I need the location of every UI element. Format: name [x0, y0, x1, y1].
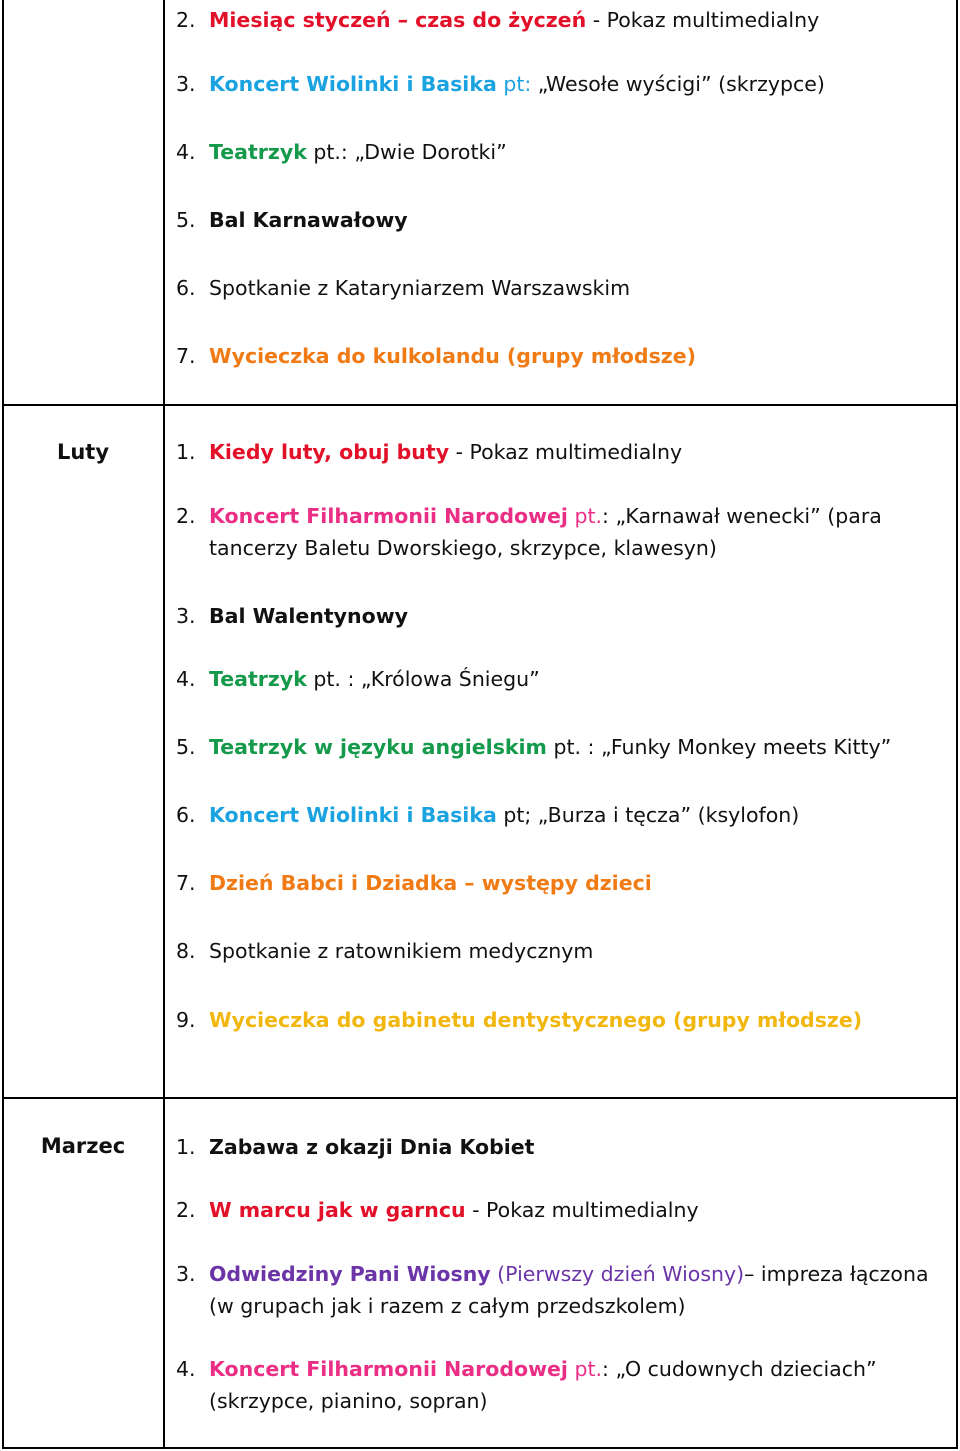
- table-border-right: [956, 0, 958, 1449]
- item-text: pt:: [496, 72, 538, 96]
- item-line: [176, 867, 936, 899]
- list-item: [176, 867, 936, 899]
- list-item: [176, 500, 936, 564]
- item-number: 1.: [176, 1135, 196, 1159]
- list-item: [176, 799, 936, 831]
- table-border-bottom: [2, 1447, 958, 1449]
- item-number: 5.: [176, 735, 196, 759]
- table-border-left: [2, 0, 4, 1449]
- list-item: [176, 731, 936, 763]
- list-item: [176, 1131, 936, 1163]
- item-text: pt. : „Królowa Śniegu”: [306, 667, 540, 691]
- list-item: [176, 1004, 936, 1036]
- item-number: 2.: [176, 1198, 196, 1222]
- item-text: Miesiąc styczeń – czas do życzeń: [209, 8, 587, 32]
- item-number: 9.: [176, 1008, 196, 1032]
- item-line: [176, 500, 936, 532]
- item-text: Zabawa z okazji Dnia Kobiet: [209, 1135, 535, 1159]
- item-text: Bal Walentynowy: [209, 604, 409, 628]
- item-line: [176, 136, 936, 168]
- item-line: [176, 799, 936, 831]
- list-item: [176, 935, 936, 967]
- list-item: [176, 436, 936, 468]
- item-text: Odwiedziny Pani Wiosny: [209, 1262, 491, 1286]
- list-item: [176, 340, 936, 372]
- item-text: Teatrzyk: [209, 140, 307, 164]
- item-line: [176, 1004, 936, 1036]
- item-text: pt.: [567, 504, 603, 528]
- item-number: 4.: [176, 667, 196, 691]
- item-number: 7.: [176, 344, 196, 368]
- list-item: [176, 4, 936, 36]
- item-continuation: (w grupach jak i razem z całym przedszkolem): [209, 1294, 686, 1318]
- item-text: Bal Karnawałowy: [209, 208, 408, 232]
- list-item: [176, 136, 936, 168]
- row-divider-1: [2, 404, 958, 406]
- item-line: [176, 4, 936, 36]
- item-line: [176, 663, 936, 695]
- list-item: [176, 663, 936, 695]
- item-text: - Pokaz multimedialny: [465, 1198, 699, 1222]
- item-number: 1.: [176, 440, 196, 464]
- item-number: 3.: [176, 72, 196, 96]
- month-label: Luty: [56, 440, 110, 464]
- item-text: Koncert Wiolinki i Basika: [209, 72, 497, 96]
- item-number: 2.: [176, 8, 196, 32]
- item-text: Teatrzyk w języku angielskim: [209, 735, 547, 759]
- item-text: Koncert Filharmonii Narodowej: [209, 504, 568, 528]
- item-text: Koncert Filharmonii Narodowej: [209, 1357, 568, 1381]
- item-text: (Pierwszy dzień Wiosny): [490, 1262, 745, 1286]
- item-line: [176, 731, 936, 763]
- item-text: Kiedy luty, obuj buty: [209, 440, 450, 464]
- item-number: 2.: [176, 504, 196, 528]
- item-line: [176, 600, 936, 632]
- item-number: 5.: [176, 208, 196, 232]
- item-text: Teatrzyk: [209, 667, 307, 691]
- item-line: [176, 436, 936, 468]
- item-text: : „O cudownych dzieciach”: [602, 1357, 877, 1381]
- item-text: Wycieczka do gabinetu dentystycznego (grupy młodsze): [209, 1008, 863, 1032]
- item-line: [176, 272, 936, 304]
- item-line: [176, 935, 936, 967]
- list-item: [176, 1194, 936, 1226]
- month-label: Marzec: [40, 1134, 126, 1158]
- item-number: 6.: [176, 803, 196, 827]
- item-number: 4.: [176, 140, 196, 164]
- item-text: – impreza łączona: [744, 1262, 929, 1286]
- item-text: Spotkanie z Kataryniarzem Warszawskim: [209, 276, 631, 300]
- item-line: [176, 1353, 936, 1385]
- list-item: [176, 68, 936, 100]
- item-line: [176, 204, 936, 236]
- item-text: : „Karnawał wenecki” (para: [602, 504, 882, 528]
- item-text: Wycieczka do kulkolandu (grupy młodsze): [209, 344, 696, 368]
- item-line: [176, 1131, 936, 1163]
- list-item: [176, 600, 936, 632]
- item-text: pt.: „Dwie Dorotki”: [306, 140, 507, 164]
- item-number: 3.: [176, 604, 196, 628]
- list-item: [176, 1353, 936, 1417]
- item-text: Dzień Babci i Dziadka – występy dzieci: [209, 871, 652, 895]
- row-divider-2: [2, 1097, 958, 1099]
- item-text: pt; „Burza i tęcza” (ksylofon): [496, 803, 800, 827]
- list-item: [176, 272, 936, 304]
- item-number: 6.: [176, 276, 196, 300]
- list-item: [176, 1258, 936, 1322]
- item-number: 4.: [176, 1357, 196, 1381]
- item-text: pt. : „Funky Monkey meets Kitty”: [546, 735, 892, 759]
- item-line: [176, 340, 936, 372]
- item-number: 3.: [176, 1262, 196, 1286]
- item-continuation: tancerzy Baletu Dworskiego, skrzypce, klawesyn): [209, 536, 717, 560]
- item-text: Koncert Wiolinki i Basika: [209, 803, 497, 827]
- item-text: „Wesołe wyścigi” (skrzypce): [537, 72, 825, 96]
- table-column-divider: [163, 0, 165, 1449]
- item-text: Spotkanie z ratownikiem medycznym: [209, 939, 594, 963]
- item-line: [176, 1258, 936, 1290]
- item-text: - Pokaz multimedialny: [586, 8, 820, 32]
- item-text: W marcu jak w garncu: [209, 1198, 466, 1222]
- item-number: 7.: [176, 871, 196, 895]
- list-item: [176, 204, 936, 236]
- item-continuation: (skrzypce, pianino, sopran): [209, 1389, 488, 1413]
- item-number: 8.: [176, 939, 196, 963]
- item-line: [176, 68, 936, 100]
- item-line: [176, 1194, 936, 1226]
- item-text: - Pokaz multimedialny: [449, 440, 683, 464]
- item-text: pt.: [567, 1357, 603, 1381]
